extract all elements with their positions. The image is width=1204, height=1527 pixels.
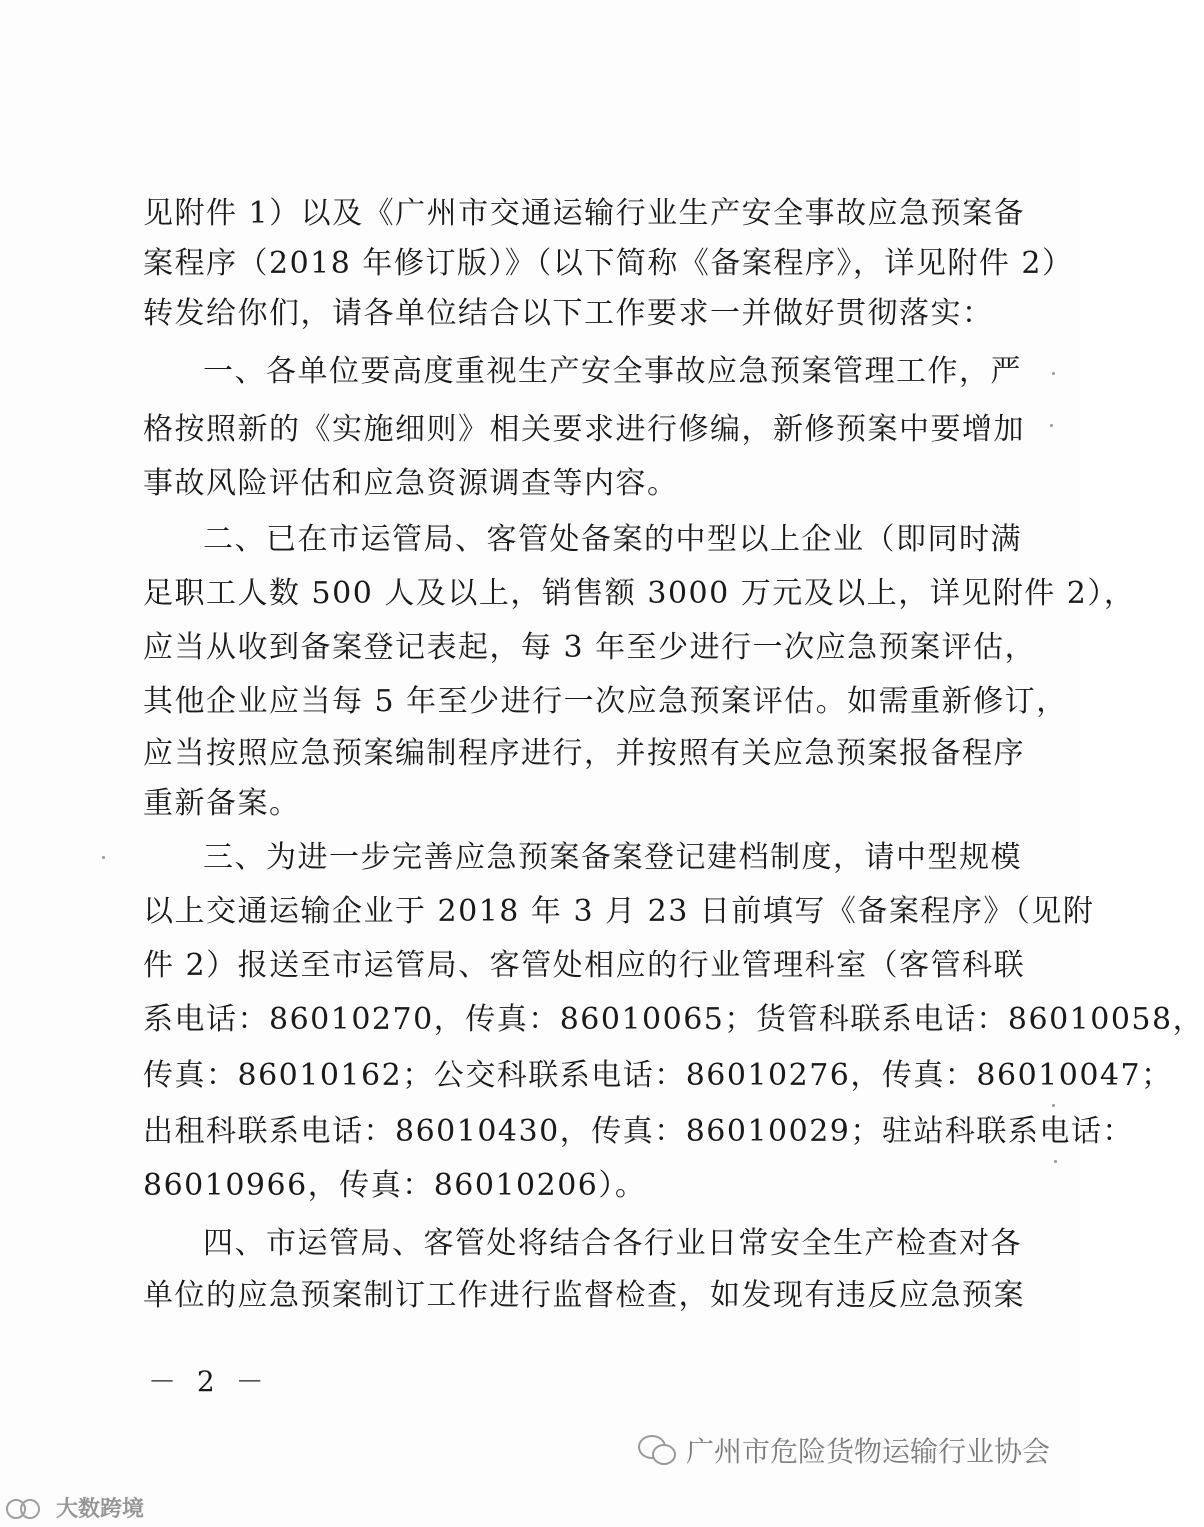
- scan-speck: [1050, 424, 1053, 427]
- body-line-6: 事故风险评估和应急资源调查等内容。: [143, 466, 679, 501]
- body-line-19: 86010966，传真：86010206）。: [143, 1168, 647, 1203]
- wechat-icon: [638, 1435, 676, 1465]
- body-line-9: 应当从收到备案登记表起，每 3 年至少进行一次应急预案评估，: [143, 630, 1037, 665]
- scan-speck: [102, 856, 105, 859]
- body-line-20: 四、市运管局、客管处将结合各行业日常安全生产检查对各: [203, 1226, 1022, 1261]
- body-line-1: 见附件 1）以及《广州市交通运输行业生产安全事故应急预案备: [143, 196, 1026, 231]
- rings-logo-icon: [6, 1497, 50, 1519]
- wechat-watermark: [638, 1430, 1050, 1470]
- corner-logo: [6, 1492, 144, 1523]
- body-line-7: 二、已在市运管局、客管处备案的中型以上企业（即同时满: [203, 522, 1022, 557]
- body-line-10: 其他企业应当每 5 年至少进行一次应急预案评估。如需重新修订，: [143, 684, 1068, 719]
- corner-logo-text: 大数跨境: [56, 1497, 145, 1522]
- page-number: － 2 －: [148, 1365, 270, 1398]
- body-line-3: 转发给你们，请各单位结合以下工作要求一并做好贯彻落实：: [143, 296, 994, 331]
- body-line-4: 一、各单位要高度重视生产安全事故应急预案管理工作，严: [203, 354, 1022, 389]
- body-line-11: 应当按照应急预案编制程序进行，并按照有关应急预案报备程序: [143, 736, 1025, 771]
- scan-speck: [1054, 1160, 1057, 1163]
- body-line-17: 传真：86010162；公交科联系电话：86010276，传真：86010047；: [143, 1058, 1173, 1093]
- body-line-8: 足职工人数 500 人及以上，销售额 3000 万元及以上，详见附件 2），: [143, 576, 1136, 611]
- body-line-21: 单位的应急预案制订工作进行监督检查，如发现有违反应急预案: [143, 1278, 1025, 1313]
- body-line-16: 系电话：86010270，传真：86010065；货管科联系电话：86010058，: [143, 1002, 1204, 1037]
- body-line-15: 件 2）报送至市运管局、客管处相应的行业管理科室（客管科联: [143, 948, 1026, 983]
- scan-speck: [1052, 372, 1055, 375]
- body-line-2: 案程序（2018 年修订版）》（以下简称《备案程序》，详见附件 2）: [143, 246, 1074, 281]
- body-line-18: 出租科联系电话：86010430，传真：86010029；驻站科联系电话：: [143, 1114, 1134, 1149]
- watermark-text: 广州市危险货物运输行业协会: [685, 1435, 1050, 1468]
- body-line-5: 格按照新的《实施细则》相关要求进行修编，新修预案中要增加: [143, 412, 1025, 447]
- body-line-14: 以上交通运输企业于 2018 年 3 月 23 日前填写《备案程序》（见附: [143, 894, 1095, 929]
- body-line-13: 三、为进一步完善应急预案备案登记建档制度，请中型规模: [203, 840, 1022, 875]
- scan-speck: [1052, 1104, 1055, 1107]
- body-line-12: 重新备案。: [143, 786, 301, 821]
